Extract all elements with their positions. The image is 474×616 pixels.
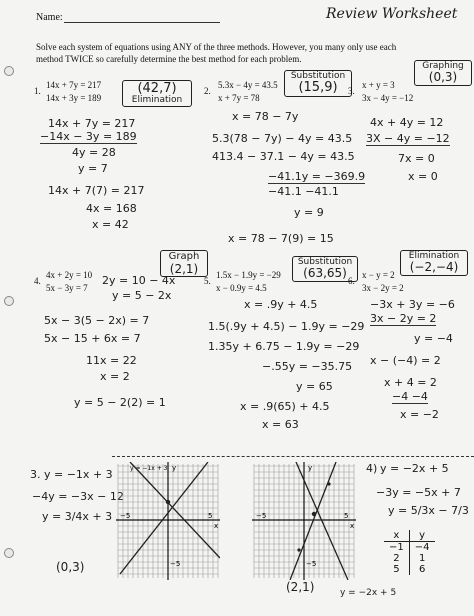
problem-equation: x + 7y = 78 xyxy=(218,93,260,103)
table-header-row xyxy=(384,530,435,542)
tick-label: −5 xyxy=(256,512,267,520)
graph-answer: (0,3) xyxy=(56,560,85,574)
work-line: 4y = 28 xyxy=(72,146,116,159)
work-line: x = 78 − 7y xyxy=(232,110,299,123)
answer-value: (15,9) xyxy=(298,80,338,96)
table-cell: 5 xyxy=(384,564,409,575)
work-line: 413.4 − 37.1 − 4y = 43.5 xyxy=(212,150,355,163)
tick-label: −5 xyxy=(170,560,181,568)
tick-label: −5 xyxy=(120,512,131,520)
work-line: x = 0 xyxy=(408,170,438,183)
tick-label: 5 xyxy=(208,512,213,520)
work-line: x = 78 − 7(9) = 15 xyxy=(228,232,334,245)
problem-number: 1. xyxy=(34,86,41,96)
instructions-line1: Solve each system of equations using ANY of the three methods. However, you many only use each xyxy=(36,42,397,52)
problem-equation: 1.5x − 1.9y = −29 xyxy=(216,270,281,280)
method-label: Graph xyxy=(168,251,200,262)
problem-equation: 4x + 2y = 10 xyxy=(46,270,93,280)
answer-value: (42,7) xyxy=(137,81,177,96)
work-line: 2y = 10 − 4x xyxy=(102,274,176,287)
table-cell: −1 xyxy=(384,542,409,554)
method-label: Graphing xyxy=(422,61,464,71)
tick-label: 5 xyxy=(344,512,349,520)
problem-equation: 14x + 3y = 189 xyxy=(46,93,102,103)
answer-value: (63,65) xyxy=(303,266,347,281)
graph-answer: (2,1) xyxy=(286,580,315,594)
hole-punch xyxy=(4,548,14,558)
work-line: y = 5 − 2(2) = 1 xyxy=(74,396,166,409)
table-cell: −4 xyxy=(414,542,430,553)
graph-work-line: −4y = −3x − 12 xyxy=(32,490,124,503)
graph-work-line: y = −1x + 3 xyxy=(44,468,113,481)
method-label: Elimination xyxy=(408,251,460,261)
name-label: Name: xyxy=(36,12,63,23)
axis-label-y: y xyxy=(308,464,313,472)
work-line: −.55y = −35.75 xyxy=(262,360,353,373)
method-label: Elimination xyxy=(131,94,183,105)
work-line: y = 65 xyxy=(296,380,333,393)
work-line: 5.3(78 − 7y) − 4y = 43.5 xyxy=(212,132,353,145)
plotted-point xyxy=(327,482,330,485)
answer-box xyxy=(414,60,472,86)
table-row xyxy=(384,542,435,554)
problem-number: 5. xyxy=(204,276,211,286)
table-cell: 1 xyxy=(418,553,426,564)
work-line: 4x + 4y = 12 xyxy=(370,116,444,129)
problem-number: 4. xyxy=(34,276,41,286)
problem-equation: 5.3x − 4y = 43.5 xyxy=(218,80,278,90)
work-line: x − (−4) = 2 xyxy=(370,354,441,367)
hole-punch xyxy=(4,66,14,76)
work-line: 11x = 22 xyxy=(86,354,137,367)
page-title: Review Worksheet xyxy=(326,6,458,22)
xy-table xyxy=(384,530,435,575)
problem-equation: 14x + 7y = 217 xyxy=(46,80,102,90)
problem-number: 3. xyxy=(348,86,355,96)
graph-work-line: −3y = −5x + 7 xyxy=(376,486,461,499)
name-field[interactable] xyxy=(64,22,220,23)
work-line: 3X − 4y = −12 xyxy=(366,132,450,145)
work-line: 4x = 168 xyxy=(86,202,137,215)
graph-problem-number: 3. xyxy=(30,468,41,481)
problem-equation: 3x − 4y = −12 xyxy=(362,93,414,103)
work-line: x = 42 xyxy=(92,218,129,231)
graph-work-line: y = −2x + 5 xyxy=(380,462,449,475)
answer-box xyxy=(400,250,468,276)
intersection-point xyxy=(166,500,170,504)
work-line: x = 63 xyxy=(262,418,299,431)
work-line: x = .9(65) + 4.5 xyxy=(240,400,330,413)
work-line: −4 −4 xyxy=(392,390,428,403)
plotted-point xyxy=(297,548,300,551)
problem-equation: x + y = 3 xyxy=(362,80,395,90)
work-line: 1.5(.9y + 4.5) − 1.9y = −29 xyxy=(208,320,365,333)
table-row xyxy=(384,564,435,575)
table-cell: 2 xyxy=(384,553,409,564)
work-line: −14x − 3y = 189 xyxy=(40,130,137,143)
work-line: −41.1 −41.1 xyxy=(268,185,339,198)
work-line: 5x − 15 + 6x = 7 xyxy=(44,332,141,345)
work-line: x + 4 = 2 xyxy=(384,376,437,389)
work-line: 3x − 2y = 2 xyxy=(370,312,437,325)
tick-label: −5 xyxy=(306,560,317,568)
work-line: x = .9y + 4.5 xyxy=(244,298,318,311)
answer-value: (0,3) xyxy=(428,70,458,85)
coordinate-plane-right xyxy=(252,462,356,580)
line-label: y = −1x + 3 xyxy=(130,465,168,472)
instructions-line2: method TWICE so carefully determine the best method for each problem. xyxy=(36,54,302,64)
line-label: y = −2x + 5 xyxy=(340,588,397,598)
work-line: −41.1y = −369.9 xyxy=(268,170,366,183)
work-line: x = −2 xyxy=(400,408,439,421)
work-line: 5x − 3(5 − 2x) = 7 xyxy=(44,314,150,327)
problem-number: 6. xyxy=(348,276,355,286)
problem-number: 2. xyxy=(204,86,211,96)
intersection-point xyxy=(312,512,316,516)
table-header-cell: x xyxy=(384,530,409,542)
table-cell: 6 xyxy=(418,564,426,575)
graph-work-line: y = 5/3x − 7/3 xyxy=(388,504,469,517)
work-line: 14x + 7(7) = 217 xyxy=(48,184,145,197)
problem-equation: x − 0.9y = 4.5 xyxy=(216,283,267,293)
hole-punch xyxy=(4,296,14,306)
section-divider xyxy=(112,456,474,457)
problem-equation: 5x − 3y = 7 xyxy=(46,283,88,293)
work-line: −3x + 3y = −6 xyxy=(370,298,455,311)
work-line: x = 2 xyxy=(100,370,130,383)
method-label: Substitution xyxy=(297,257,353,267)
axis-label-x: x xyxy=(214,522,219,530)
graph-work-line: y = 3/4x + 3 xyxy=(42,510,113,523)
answer-value: (2,1) xyxy=(169,261,199,276)
method-label: Substitution xyxy=(290,71,346,81)
work-line: 7x = 0 xyxy=(398,152,435,165)
answer-box xyxy=(284,70,352,97)
work-line: y = −4 xyxy=(414,332,453,345)
work-line: 1.35y + 6.75 − 1.9y = −29 xyxy=(208,340,360,353)
work-line: y = 9 xyxy=(294,206,324,219)
answer-box xyxy=(122,80,192,107)
work-line: y = 7 xyxy=(78,162,108,175)
table-header-cell: y xyxy=(409,530,434,542)
coordinate-plane-left xyxy=(116,462,220,580)
table-row xyxy=(384,553,435,564)
axis-label-y: y xyxy=(172,464,177,472)
problem-equation: x − y = 2 xyxy=(362,270,395,280)
axis-label-x: x xyxy=(350,522,355,530)
answer-value: (−2,−4) xyxy=(409,260,459,275)
work-line: 14x + 7y = 217 xyxy=(48,117,136,130)
graph-problem-number: 4) xyxy=(366,462,378,475)
problem-equation: 3x − 2y = 2 xyxy=(362,283,404,293)
work-line: y = 5 − 2x xyxy=(112,289,172,302)
